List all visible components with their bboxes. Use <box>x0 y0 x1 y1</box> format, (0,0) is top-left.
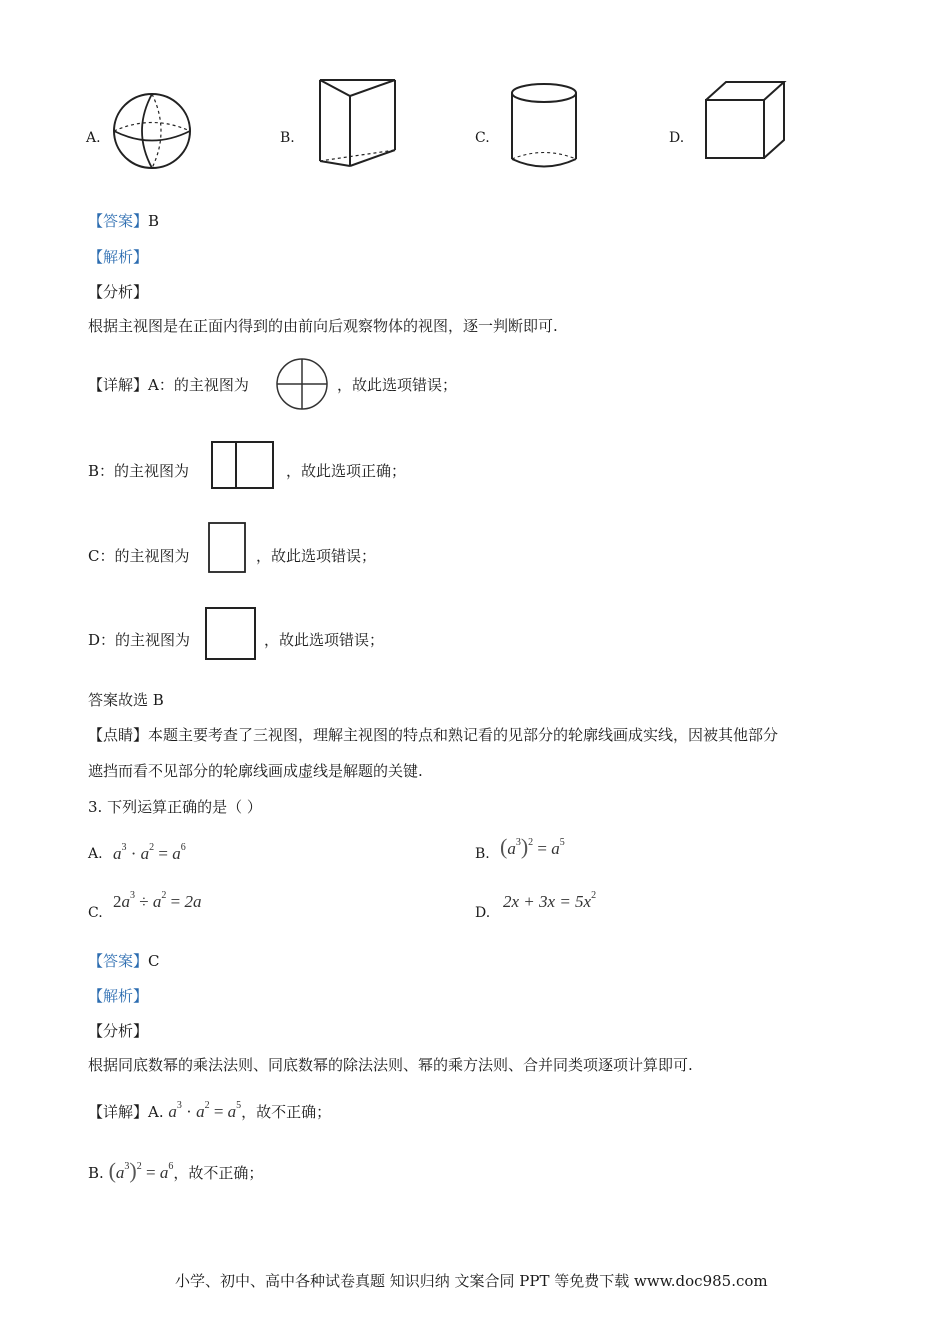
q3-detail-a-letter: A. <box>148 1103 164 1121</box>
q3-b-exp-outer: 2 <box>528 837 534 848</box>
q3-c-rhs: 2a <box>184 892 202 911</box>
q2-fenxi-tag: 【分析】 <box>88 283 149 301</box>
q3-detail-b-math <box>108 1158 174 1183</box>
q3-jiexi-tag: 【解析】 <box>88 987 149 1005</box>
q3-detail-tag: 【详解】 <box>88 1103 149 1121</box>
q3-detail-a-line <box>88 1100 331 1122</box>
q3-db-exp2: 6 <box>168 1161 174 1172</box>
q3-option-d-letter: D. <box>475 905 491 921</box>
q3-a-base1: a <box>113 844 122 863</box>
q2-answer-line <box>88 210 159 231</box>
q3-c-eq: = <box>166 892 185 911</box>
q2-answer-tag: 【答案】 <box>88 212 149 230</box>
q3-d-exp: 2 <box>591 890 597 901</box>
q3-db-exp1: 3 <box>124 1161 130 1172</box>
q2-dianjing-text1: 本题主要考查了三视图，理解主视图的特点和熟记看的见部分的轮廓线画成实线，因被其他部分 <box>148 726 779 744</box>
q2-dianjing-line2: 遮挡而看不见部分的轮廓线画成虚线是解题的关键. <box>88 762 423 780</box>
q3-db-lparen: ( <box>108 1158 116 1183</box>
q3-da-base1: a <box>168 1102 177 1121</box>
q3-a-base3: a <box>172 844 181 863</box>
q2-detail-a-suffix: ，故此选项错误； <box>337 376 458 394</box>
page-footer: 小学、初中、高中各种试卷真题 知识归纳 文案合同 PPT 等免费下载 www.doc985.com <box>175 1272 768 1290</box>
q3-option-d-math <box>503 890 596 912</box>
q2-detail-b-suffix: ，故此选项正确； <box>286 462 407 480</box>
q2-detail-d-prefix: D：的主视图为 <box>88 631 191 649</box>
q3-c-op: ÷ <box>135 892 153 911</box>
q3-a-base2: a <box>140 844 150 863</box>
q3-da-base2: a <box>196 1102 205 1121</box>
square-view-icon <box>205 607 257 661</box>
q2-jiexi-tag: 【解析】 <box>88 248 149 266</box>
q3-c-exp1: 3 <box>130 890 135 901</box>
q3-a-exp3: 6 <box>180 842 186 853</box>
q3-c-coef1: 2 <box>113 892 122 911</box>
q3-option-c-math <box>113 890 201 912</box>
q3-answer-value: C <box>148 952 160 970</box>
q3-fenxi-tag: 【分析】 <box>88 1022 149 1040</box>
q3-b-lparen: ( <box>500 834 508 859</box>
q2-detail-b-prefix: B：的主视图为 <box>88 462 190 480</box>
q3-da-op: · <box>181 1102 197 1121</box>
q3-b-base1: a <box>507 839 516 858</box>
q2-dianjing-tag: 【点睛】 <box>88 726 149 744</box>
q3-db-base2: a <box>159 1163 169 1182</box>
q3-da-eq: = <box>209 1102 228 1121</box>
sphere-icon <box>112 92 194 170</box>
q2-conclusion: 答案故选 B <box>88 691 164 709</box>
tall-rectangle-view-icon <box>208 522 248 574</box>
q3-option-a-math <box>113 842 186 864</box>
q3-option-b-letter: B. <box>475 846 490 862</box>
q3-detail-b-letter: B. <box>88 1164 104 1182</box>
q2-option-b-letter: B. <box>280 130 295 146</box>
q3-b-rparen: ) <box>520 834 529 859</box>
cylinder-icon <box>510 82 580 172</box>
q2-detail-c-prefix: C：的主视图为 <box>88 547 190 565</box>
q3-b-exp2: 5 <box>559 837 565 848</box>
q2-fenxi-text: 根据主视图是在正面内得到的由前向后观察物体的视图，逐一判断即可. <box>88 317 558 335</box>
q3-c-exp2: 2 <box>161 890 167 901</box>
split-rectangle-view-icon <box>211 441 275 491</box>
q3-stem: 3. 下列运算正确的是（ ） <box>88 798 262 816</box>
q2-option-c-letter: C. <box>475 130 490 146</box>
q3-option-c-letter: C. <box>88 905 103 921</box>
q3-b-eq: = <box>533 839 552 858</box>
q3-a-exp2: 2 <box>149 842 155 853</box>
q3-da-base3: a <box>227 1102 237 1121</box>
q3-da-exp1: 3 <box>176 1100 182 1111</box>
q3-db-exp-outer: 2 <box>136 1161 142 1172</box>
q3-detail-b-line <box>88 1158 263 1184</box>
q3-db-eq: = <box>141 1163 160 1182</box>
q3-d-lhs: 2x + 3x = 5x <box>503 892 592 911</box>
q3-da-exp3: 5 <box>236 1100 242 1111</box>
q3-detail-b-suffix: ，故不正确； <box>173 1164 264 1182</box>
cube-icon <box>704 78 786 162</box>
q2-option-a-letter: A. <box>86 130 101 146</box>
q3-c-base1: a <box>121 892 130 911</box>
q2-detail-a-prefix <box>88 374 249 395</box>
q2-detail-d-suffix: ，故此选项错误； <box>264 631 385 649</box>
q3-b-exp1: 3 <box>515 837 521 848</box>
q2-detail-tag: 【详解】 <box>88 376 149 394</box>
q3-option-a-letter: A. <box>88 846 103 862</box>
q3-db-base1: a <box>115 1163 125 1182</box>
circle-cross-view-icon <box>275 357 329 411</box>
q2-answer-value: B <box>148 212 160 230</box>
q3-a-op: · <box>126 844 141 863</box>
q3-c-base2: a <box>152 892 162 911</box>
q2-option-d-letter: D. <box>669 130 685 146</box>
q3-answer-tag: 【答案】 <box>88 952 149 970</box>
q3-b-base2: a <box>551 839 560 858</box>
q3-answer-line <box>88 950 160 971</box>
triangular-prism-icon <box>317 78 399 168</box>
q3-db-rparen: ) <box>129 1158 137 1183</box>
q2-detail-c-suffix: ，故此选项错误； <box>256 547 377 565</box>
q3-da-exp2: 2 <box>204 1100 210 1111</box>
q3-detail-a-math <box>168 1102 241 1121</box>
q3-a-eq: = <box>154 844 173 863</box>
q3-option-b-math <box>500 834 565 860</box>
q2-detail-a-text: A：的主视图为 <box>148 376 249 394</box>
q3-fenxi-text: 根据同底数幂的乘法法则、同底数幂的除法法则、幂的乘方法则、合并同类项逐项计算即可. <box>88 1056 693 1074</box>
q2-dianjing-line1 <box>88 724 778 745</box>
q3-a-exp1: 3 <box>121 842 127 853</box>
q3-detail-a-suffix: ，故不正确； <box>241 1103 332 1121</box>
